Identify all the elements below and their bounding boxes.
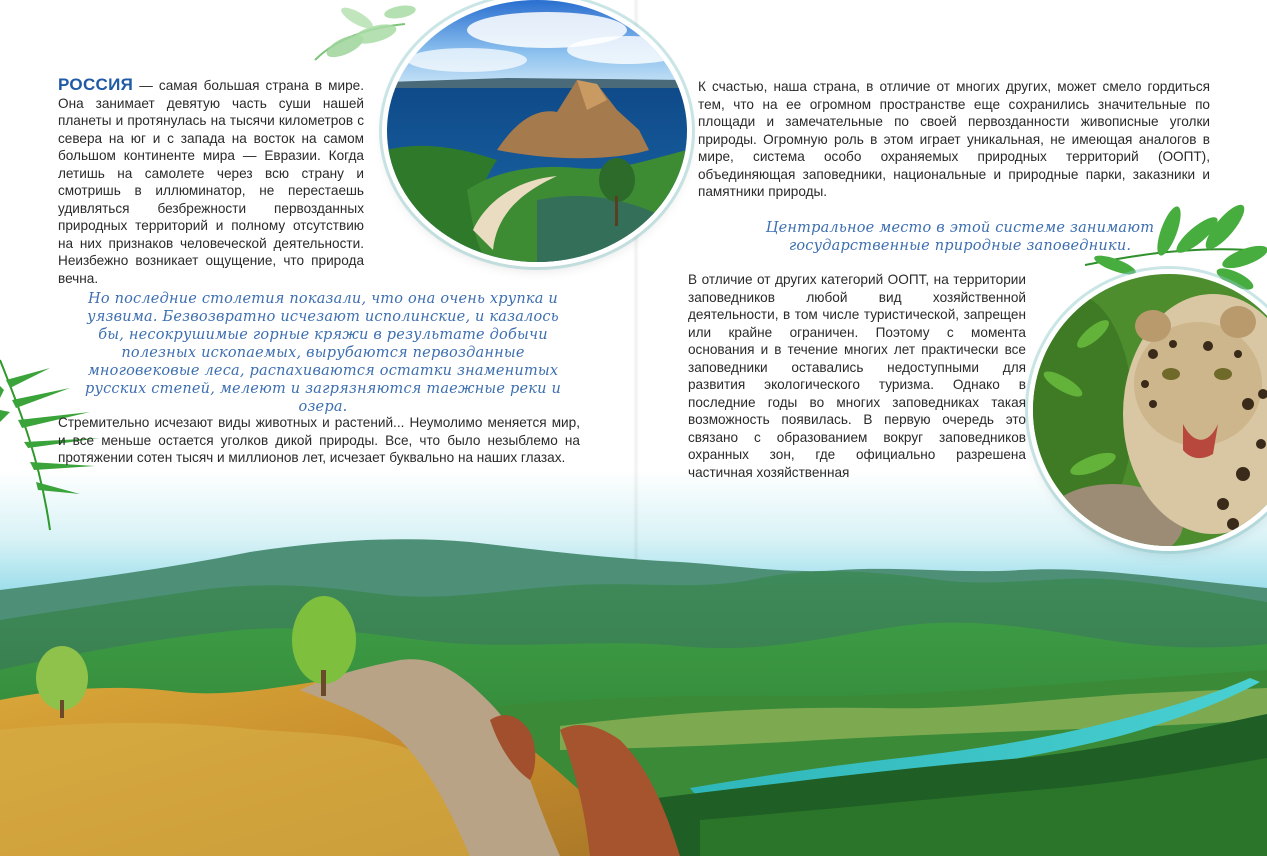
intro-paragraph [58,76,364,287]
reserves-paragraph: В отличие от других категорий ООПТ, на территории заповедников любой вид хозяйственной деятельности, в том числе туристической, запрещен или крайне ограничен. Поэтому с момента основания и в течение многих лет практически все заповедники оставались недоступными для развития экологического туризма. Однако в последние годы во многих заповедниках такая возможность появилась. В первую очередь это связано с образованием вокруг заповедников охранных зон, где официально разрешена частичная хозяйственная [688,272,1026,480]
intro-text: — самая большая страна в мире. Она занимает девятую часть суши нашей планеты и протянулась на тысячи километров с севера на юг и с запада на восток на самом большом континенте мира — Евразии. Когда летишь на самолете через всю страну и смотришь в иллюминатор, не перестаешь удивляться безбрежности первозданных природных территорий и полному отсутствию на них признаков человеческой деятельности. Неизбежно возникает ощущение, что природа вечна. [58,78,364,286]
species-paragraph: Стремительно исчезают виды животных и растений... Неумолимо меняется мир, и все меньше остается уголков дикой природы. Все, что было незыблемо на протяжении сотен тысяч и миллионов лет, исчезает буквально на наших глазах. [58,415,580,465]
quote-right: Центральное место в этой системе занимают государственные природные заповедники. [765,220,1155,254]
lead-word: РОССИЯ [58,75,134,94]
baikal-rock-image [387,0,687,262]
protected-areas-paragraph: К счастью, наша страна, в отличие от многих других, может смело гордиться тем, что на ее огромном пространстве еще сохранились значительные по площади и замечательные по своей первозданности живописные уголки природы. Огромную роль в этом играет уникальная, не имеющая аналогов в мире, система особо охраняемых природных территорий (ООПТ), объединяющая заповедники, национальные и природные парки, заказники и памятники природы. [698,79,1210,199]
quote-left: Но последние столетия показали, что она очень хрупка и уязвима. Безвозвратно исчезают исполинские, и казалось бы, несокрушимые горные кряжи в результате добычи полезных ископаемых, вырубаются первозданные многовековые леса, распахиваются остатки знаменитых русских степей, мелеют и загрязняются таежные реки и озера. [84,291,562,415]
